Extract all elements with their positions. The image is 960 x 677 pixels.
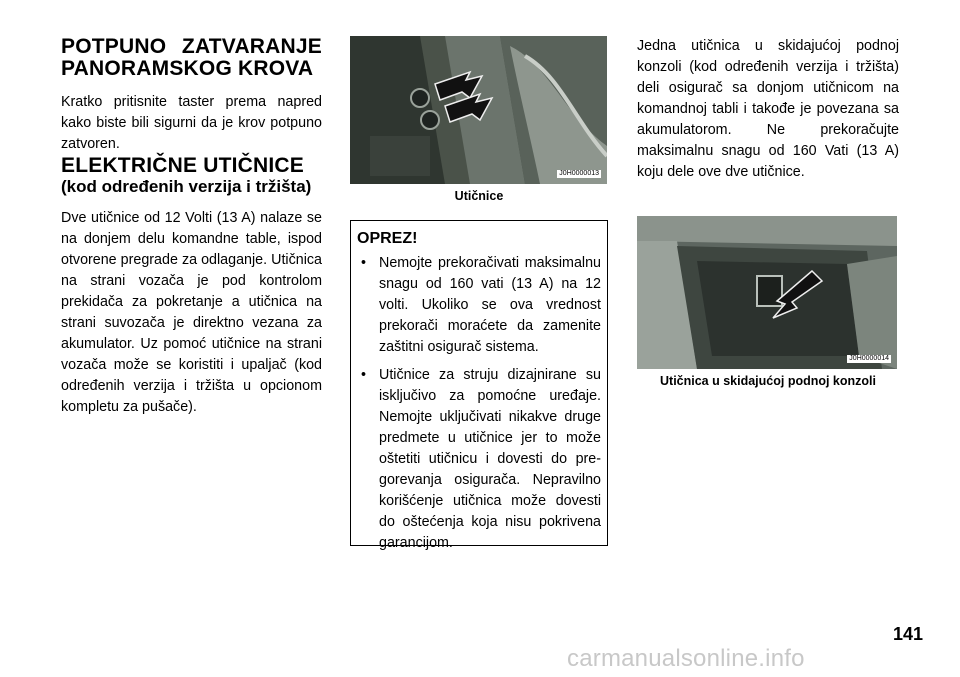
- heading-line-2: PANORAMSKOG KROVA: [61, 57, 314, 80]
- outlets-paragraph: Dve utičnice od 12 Volti (13 A) nalaze se na donjem delu komandne table, ispod otvorene pregrade za odlaganje. Utičnica na strani vozača je pod kontrolom prekidača za pokretanje a utičnica na strani suvozača je direktno vezana za akumulator. Uz pomoć utičnice na strani vozača može se koristiti i upaljač (kod određenih verzija i tržišta u opcionom kompletu za pušače).: [61, 210, 322, 415]
- page-number: 141: [893, 624, 924, 644]
- middle-column: [350, 36, 608, 551]
- console-photo-caption: Utičnica u skidajućoj podnoj konzoli: [660, 374, 876, 388]
- warning-list: [357, 253, 601, 554]
- watermark: carmanualsonline.info: [567, 645, 805, 672]
- bullet-icon: •: [361, 367, 367, 383]
- photo-code-label: J0H0000013: [559, 170, 599, 177]
- console-outlet-photo: [637, 216, 897, 369]
- warning-box: [350, 220, 608, 551]
- section-heading-roof: [61, 36, 322, 80]
- roof-paragraph: Kratko pritisnite taster prema napred kako biste bili sigurni da je krov potpuno zatvoren.: [61, 94, 322, 152]
- left-column: [61, 36, 322, 418]
- floor-console-illustration: [637, 216, 897, 369]
- bullet-icon: •: [361, 255, 367, 271]
- warning-item-text: Utičnice za struju dizajnirane su isključivo za pomoćne uređaje. Nemojte uključivati nikakve druge predmete u utičnice jer to može oštetiti utičnicu i dovesti do pregorevanja osigurača. Nepravilno korišćenje utičnica može dovesti do oštećenja koja nisu pokrivena garancijom.: [379, 367, 601, 551]
- section-heading-outlets: ELEKTRIČNE UTIČNICE: [61, 154, 304, 177]
- power-outlets-photo: [350, 36, 607, 184]
- warning-title: OPREZ!: [357, 230, 418, 247]
- warning-item: [357, 253, 601, 358]
- right-column: [637, 36, 899, 389]
- console-outlet-paragraph: Jedna utičnica u skidajućoj podnoj konzoli (kod određenih verzija i tržišta) deli osigurač sa donjom utičnicom na komandnoj tabli i takođe je povezana sa akumulatorom. Ne prekoračujte maksimalnu snagu od 160 Vati (13 A) koju dele ove dve utičnice.: [637, 38, 899, 180]
- warning-item: [357, 365, 601, 554]
- section-subheading-outlets: (kod određenih verzija i tržišta): [61, 177, 312, 196]
- heading-line-1: POTPUNO ZATVARANJE: [61, 35, 322, 58]
- photo-code-label: J0H0000014: [849, 355, 889, 362]
- warning-item-text: Nemojte prekoračivati maksimalnu snagu od 160 vati (13 A) na 12 volti. Ukoliko se ova vrednost prekorači moraćete da zamenite zaštitni osigurač sistema.: [379, 255, 601, 355]
- dashboard-outlets-illustration: [350, 36, 607, 184]
- outlets-photo-caption: Utičnice: [454, 189, 504, 203]
